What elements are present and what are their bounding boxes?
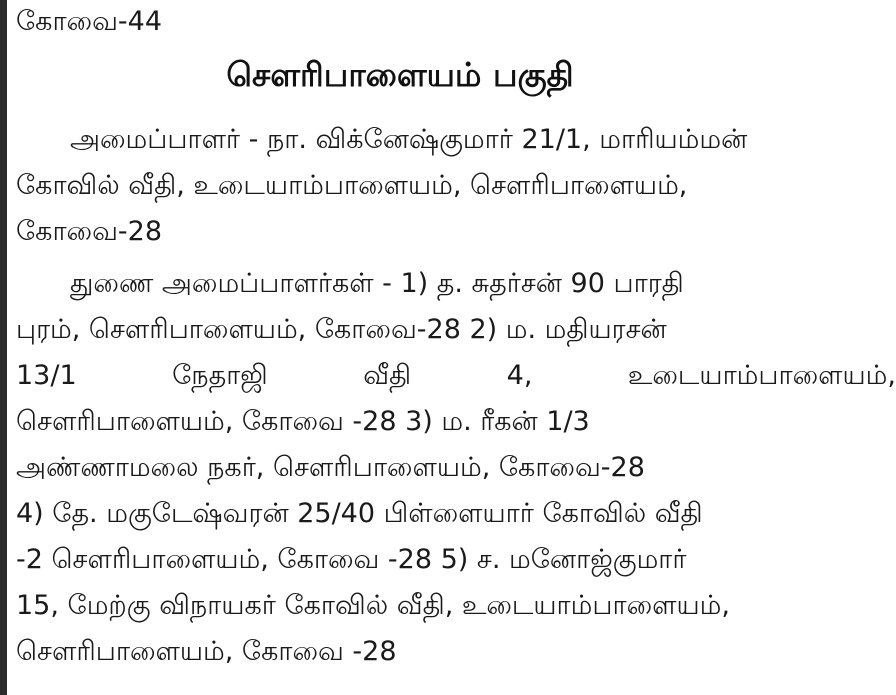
deputies-line-6: 4) தே. மகுடேஷ்வரன் 25/40 பிள்ளையார் கோவில் வீதி <box>16 498 703 529</box>
deputies-line-2: புரம், சௌரிபாளையம், கோவை-28 2) ம. மதியரசன் <box>16 314 667 345</box>
deputies-line-3-part: நேதாஜி <box>172 360 268 391</box>
organizer-line-3: கோவை-28 <box>16 216 163 247</box>
deputies-line-8: 15, மேற்கு விநாயகர் கோவில் வீதி, உடையாம்பாளையம், <box>16 590 730 621</box>
deputies-line-3-part: 4, <box>506 360 533 391</box>
organizer-line-1: அமைப்பாளர் - நா. விக்னேஷ்குமார் 21/1, மாரியம்மன் <box>70 124 748 155</box>
deputies-line-7: -2 சௌரிபாளையம், கோவை -28 5) ச. மனோஜ்குமார் <box>16 544 687 575</box>
deputies-line-5: அண்ணாமலை நகர், சௌரிபாளையம், கோவை-28 <box>16 452 645 483</box>
top-line: கோவை-44 <box>16 6 163 37</box>
deputies-line-1: துணை அமைப்பாளர்கள் - 1) த. சுதர்சன் 90 பாரதி <box>70 268 684 299</box>
deputies-line-3 <box>16 354 896 398</box>
section-title: சௌரிபாளையம் பகுதி <box>226 55 574 94</box>
organizer-line-2: கோவில் வீதி, உடையாம்பாளையம், சௌரிபாளையம், <box>16 170 688 201</box>
deputies-line-3-part: 13/1 <box>16 360 77 391</box>
deputies-line-3-part: உடையாம்பாளையம், <box>627 360 896 391</box>
deputies-line-9: சௌரிபாளையம், கோவை -28 <box>16 636 397 667</box>
deputies-line-4: சௌரிபாளையம், கோவை -28 3) ம. ரீகன் 1/3 <box>16 406 590 437</box>
document-body <box>16 0 896 695</box>
left-border-rule <box>0 0 7 695</box>
deputies-line-3-part: வீதி <box>363 360 412 391</box>
